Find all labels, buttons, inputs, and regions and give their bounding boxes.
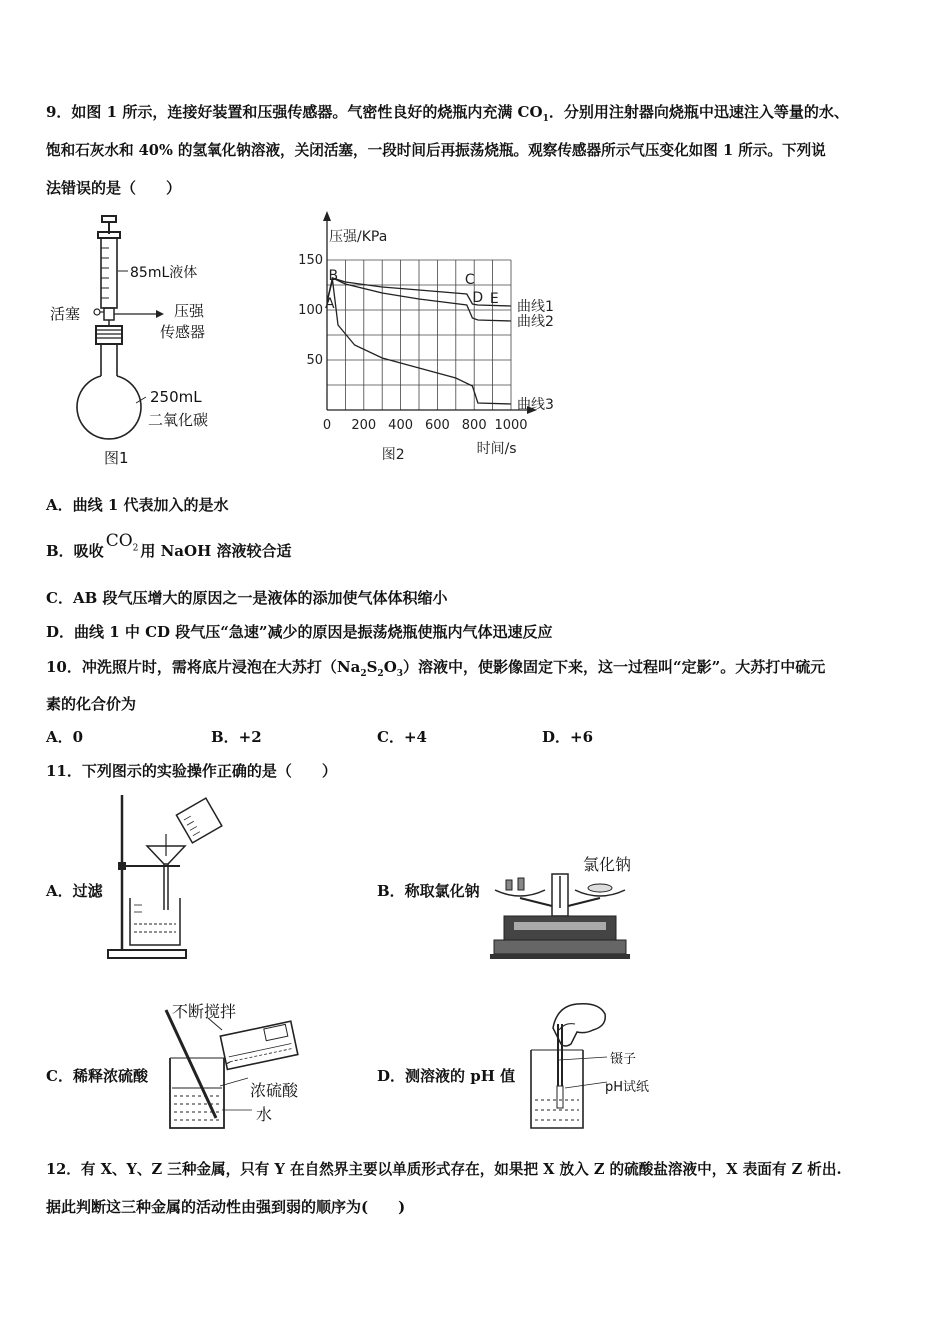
ph-test-figure <box>525 1000 610 1132</box>
fig1-caption: 图1 <box>104 449 129 467</box>
chart-caption: 图2 <box>381 447 405 463</box>
q9-option-b[interactable]: B．吸收 $CO_2$ 用 NaOH 溶液较合适 <box>46 531 292 560</box>
q9-option-d[interactable]: D．曲线 1 中 CD 段气压“急速”减少的原因是振荡烧瓶使瓶内气体迅速反应 <box>46 623 553 641</box>
d-fig-paper-label: pH试纸 <box>605 1080 650 1095</box>
figure-1-apparatus <box>44 208 244 473</box>
c-fig-acid-label: 浓硫酸 <box>250 1081 299 1100</box>
x-tick-label: 200 <box>351 418 377 433</box>
fig1-sensor-label-2: 传感器 <box>160 323 206 341</box>
figure-2-pressure-chart <box>290 205 570 470</box>
fig1-sensor-label-1: 压强 <box>174 302 205 320</box>
q9-option-c[interactable]: C．AB 段气压增大的原因之一是液体的添加使气体体积缩小 <box>46 589 448 607</box>
x-tick-label: 400 <box>388 418 414 433</box>
y-axis-arrow <box>323 211 331 221</box>
q10-option-a[interactable]: A．0 <box>46 728 84 746</box>
fig1-flask-label-1: 250mL <box>150 388 202 406</box>
filtration-figure <box>100 790 225 965</box>
q10-option-b[interactable]: B．+2 <box>211 728 262 746</box>
y-tick-label: 100 <box>298 303 323 318</box>
q10-option-d[interactable]: D．+6 <box>542 728 594 746</box>
point-label-e: E <box>489 291 499 307</box>
y-tick-label: 150 <box>298 253 323 268</box>
series-label-2: 曲线2 <box>517 314 554 330</box>
c-fig-stir-label: 不断搅拌 <box>172 1002 237 1021</box>
q10-line-1: 10．冲洗照片时，需将底片浸泡在大苏打$(Na_2S_2O_3)$溶液中，使影像固定下来，这一过程叫“定影”。大苏打中硫元 <box>46 658 826 679</box>
q9-line-1: 9．如图 1 所示，连接好装置和压强传感器。气密性良好的烧瓶内充满 $CO_1$．分别用注射器向烧瓶中迅速注入等量的水、 <box>46 103 849 124</box>
q11-option-b[interactable]: B．称取氯化钠 <box>377 882 480 900</box>
q11-option-c[interactable]: C．稀释浓硫酸 <box>46 1067 148 1085</box>
q10-option-c[interactable]: C．+4 <box>377 728 427 746</box>
fig1-flask-label-2: 二氧化碳 <box>148 411 209 429</box>
q11-option-a[interactable]: A．过滤 <box>46 882 103 900</box>
y-axis-label: 压强/KPa <box>329 229 388 245</box>
q11-option-d[interactable]: D．测溶液的 pH 值 <box>377 1067 516 1085</box>
d-fig-tweezers-label: 镊子 <box>610 1052 637 1067</box>
q9-line-2: 饱和石灰水和 40% 的氢氧化钠溶液，关闭活塞，一段时间后再振荡烧瓶。观察传感器所示气压变化如图 1 所示。下列说 <box>46 142 826 159</box>
point-label-b: B <box>328 268 339 284</box>
c-fig-water-label: 水 <box>256 1105 273 1124</box>
balance-figure <box>490 868 630 963</box>
balance-nacl-label: 氯化钠 <box>583 855 632 874</box>
q12-line-1: 12．有 X、Y、Z 三种金属，只有 Y 在自然界主要以单质形式存在，如果把 X 放入 Z 的硫酸盐溶液中，X 表面有 Z 析出. <box>46 1161 842 1178</box>
dilution-figure <box>160 1000 310 1135</box>
point-label-a: A <box>325 296 335 312</box>
q11-stem: 11．下列图示的实验操作正确的是（ ） <box>46 762 337 780</box>
y-tick-label: 50 <box>306 353 323 368</box>
q9-option-a[interactable]: A．曲线 1 代表加入的是水 <box>46 496 229 514</box>
x-tick-label: 600 <box>424 418 450 433</box>
q9-line-3: 法错误的是（ ） <box>46 179 182 197</box>
x-tick-label: 0 <box>322 418 332 433</box>
point-label-d: D <box>472 290 484 306</box>
q12-line-2: 据此判断这三种金属的活动性由强到弱的顺序为( ) <box>46 1198 406 1216</box>
x-axis-label: 时间/s <box>476 441 517 457</box>
x-tick-label: 800 <box>461 418 487 433</box>
q10-line-2: 素的化合价为 <box>46 695 137 713</box>
series-label-1: 曲线1 <box>517 299 554 315</box>
series-label-3: 曲线3 <box>517 397 554 413</box>
x-tick-label: 1000 <box>494 418 528 433</box>
point-label-c: C <box>464 272 475 288</box>
fig1-valve-label: 活塞 <box>50 305 81 323</box>
fig1-syringe-label: 85mL液体 <box>130 265 198 281</box>
